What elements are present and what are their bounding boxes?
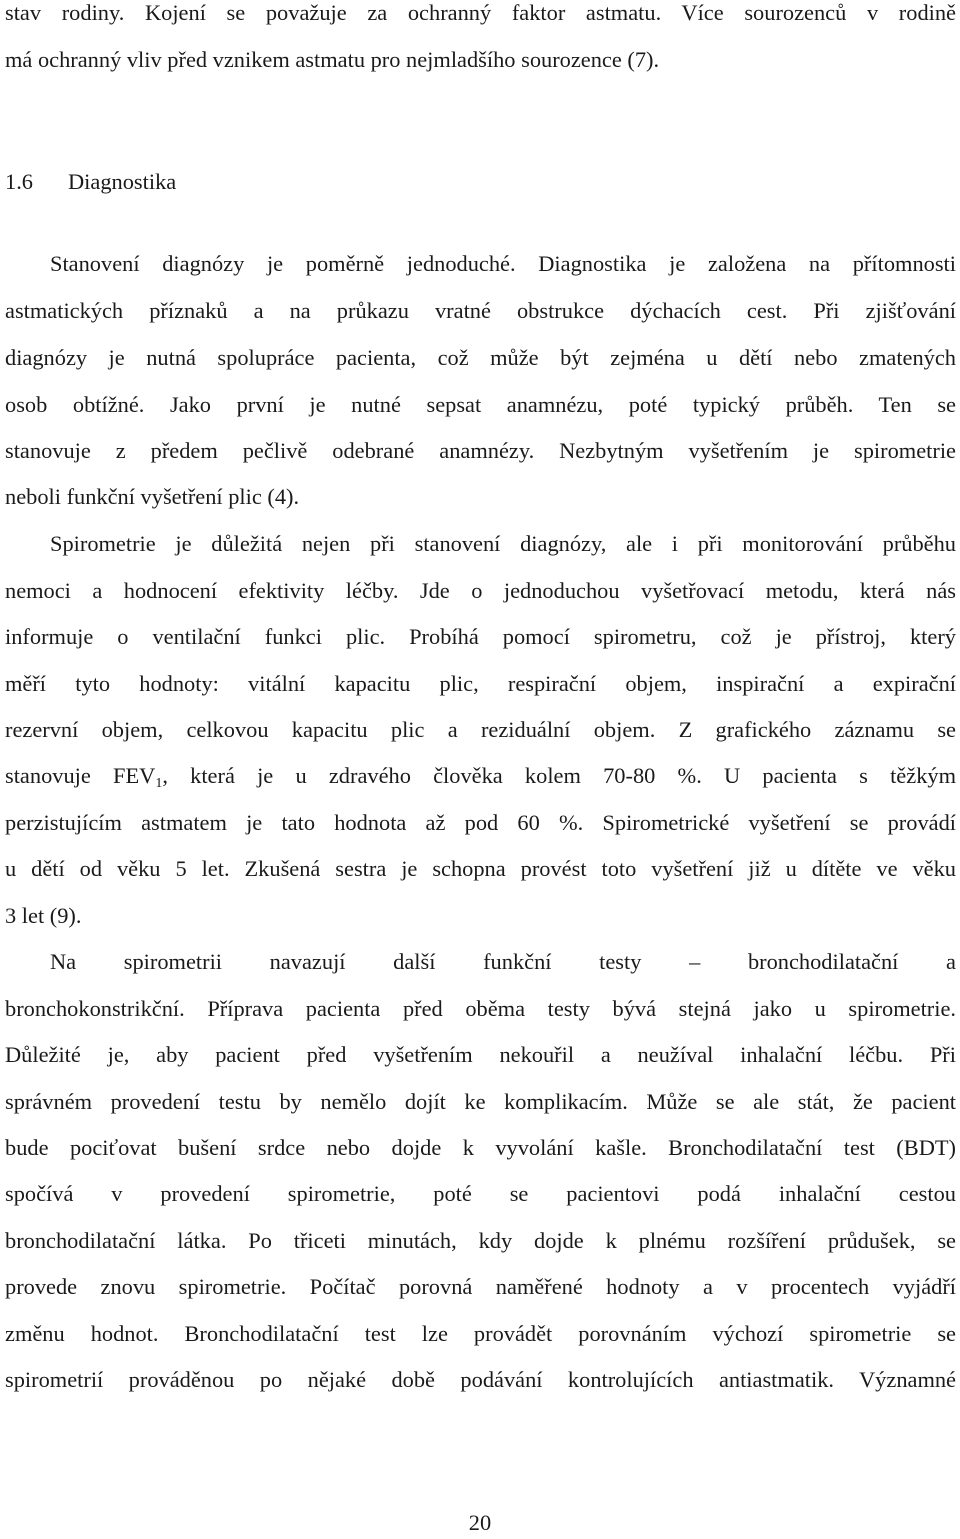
text-line: bude pociťovat bušení srdce nebo dojde k vyvolání kašle. Bronchodilatační test (BDT) — [5, 1135, 956, 1160]
section-title: Diagnostika — [68, 169, 177, 194]
text-line: Na spirometrii navazují další funkční testy – bronchodilatační a — [50, 949, 956, 974]
page-number: 20 — [468, 1510, 492, 1535]
text-line: u dětí od věku 5 let. Zkušená sestra je schopna provést toto vyšetření již u dítěte ve věku — [5, 856, 956, 881]
text-line: informuje o ventilační funkci plic. Probíhá pomocí spirometru, což je přístroj, který — [5, 624, 956, 649]
fev-text-before: stanovuje FEV — [5, 763, 156, 788]
text-line: rezervní objem, celkovou kapacitu plic a reziduální objem. Z grafického záznamu se — [5, 717, 956, 742]
text-line: měří tyto hodnoty: vitální kapacitu plic, respirační objem, inspirační a expirační — [5, 671, 956, 696]
text-line: změnu hodnot. Bronchodilatační test lze provádět porovnáním výchozí spirometrie se — [5, 1321, 956, 1346]
text-line: Stanovení diagnózy je poměrně jednoduché. Diagnostika je založena na přítomnosti — [50, 251, 956, 276]
text-line: nemoci a hodnocení efektivity léčby. Jde o jednoduchou vyšetřovací metodu, která nás — [5, 578, 956, 603]
text-line: bronchokonstrikční. Příprava pacienta před oběma testy bývá stejná jako u spirometrie. — [5, 996, 956, 1021]
text-line: neboli funkční vyšetření plic (4). — [5, 484, 300, 509]
text-line: astmatických příznaků a na průkazu vratné obstrukce dýchacích cest. Při zjišťování — [5, 298, 956, 323]
section-number: 1.6 — [5, 169, 33, 194]
text-line: Spirometrie je důležitá nejen při stanovení diagnózy, ale i při monitorování průběhu — [50, 531, 956, 556]
fev-text-after: , která je u zdravého člověka kolem 70-80 %. U pacienta s těžkým — [162, 763, 956, 788]
text-line: spirometrií prováděnou po nějaké době podávání kontrolujících antiastmatik. Významné — [5, 1367, 956, 1392]
text-line-fev — [5, 760, 956, 792]
text-line: spočívá v provedení spirometrie, poté se pacientovi podá inhalační cestou — [5, 1181, 956, 1206]
text-line: osob obtížné. Jako první je nutné sepsat anamnézu, poté typický průběh. Ten se — [5, 392, 956, 417]
text-line: má ochranný vliv před vznikem astmatu pro nejmladšího sourozence (7). — [5, 47, 660, 72]
text-line: diagnózy je nutná spolupráce pacienta, což může být zejména u dětí nebo zmatených — [5, 345, 956, 370]
fev-subscript: 1 — [155, 776, 163, 791]
text-line: 3 let (9). — [5, 903, 82, 928]
text-line: bronchodilatační látka. Po třiceti minutách, kdy dojde k plnému rozšíření průdušek, se — [5, 1228, 956, 1253]
text-line: Důležité je, aby pacient před vyšetřením nekouřil a neužíval inhalační léčbu. Při — [5, 1042, 956, 1067]
text-line: provede znovu spirometrie. Počítač porovná naměřené hodnoty a v procentech vyjádří — [5, 1274, 956, 1299]
section-heading — [5, 166, 176, 198]
text-line: stanovuje z předem pečlivě odebrané anamnézy. Nezbytným vyšetřením je spirometrie — [5, 438, 956, 463]
text-line: perzistujícím astmatem je tato hodnota až pod 60 %. Spirometrické vyšetření se provádí — [5, 810, 956, 835]
text-line: správném provedení testu by nemělo dojít ke komplikacím. Může se ale stát, že pacient — [5, 1089, 956, 1114]
text-line: stav rodiny. Kojení se považuje za ochranný faktor astmatu. Více sourozenců v rodině — [5, 0, 956, 25]
